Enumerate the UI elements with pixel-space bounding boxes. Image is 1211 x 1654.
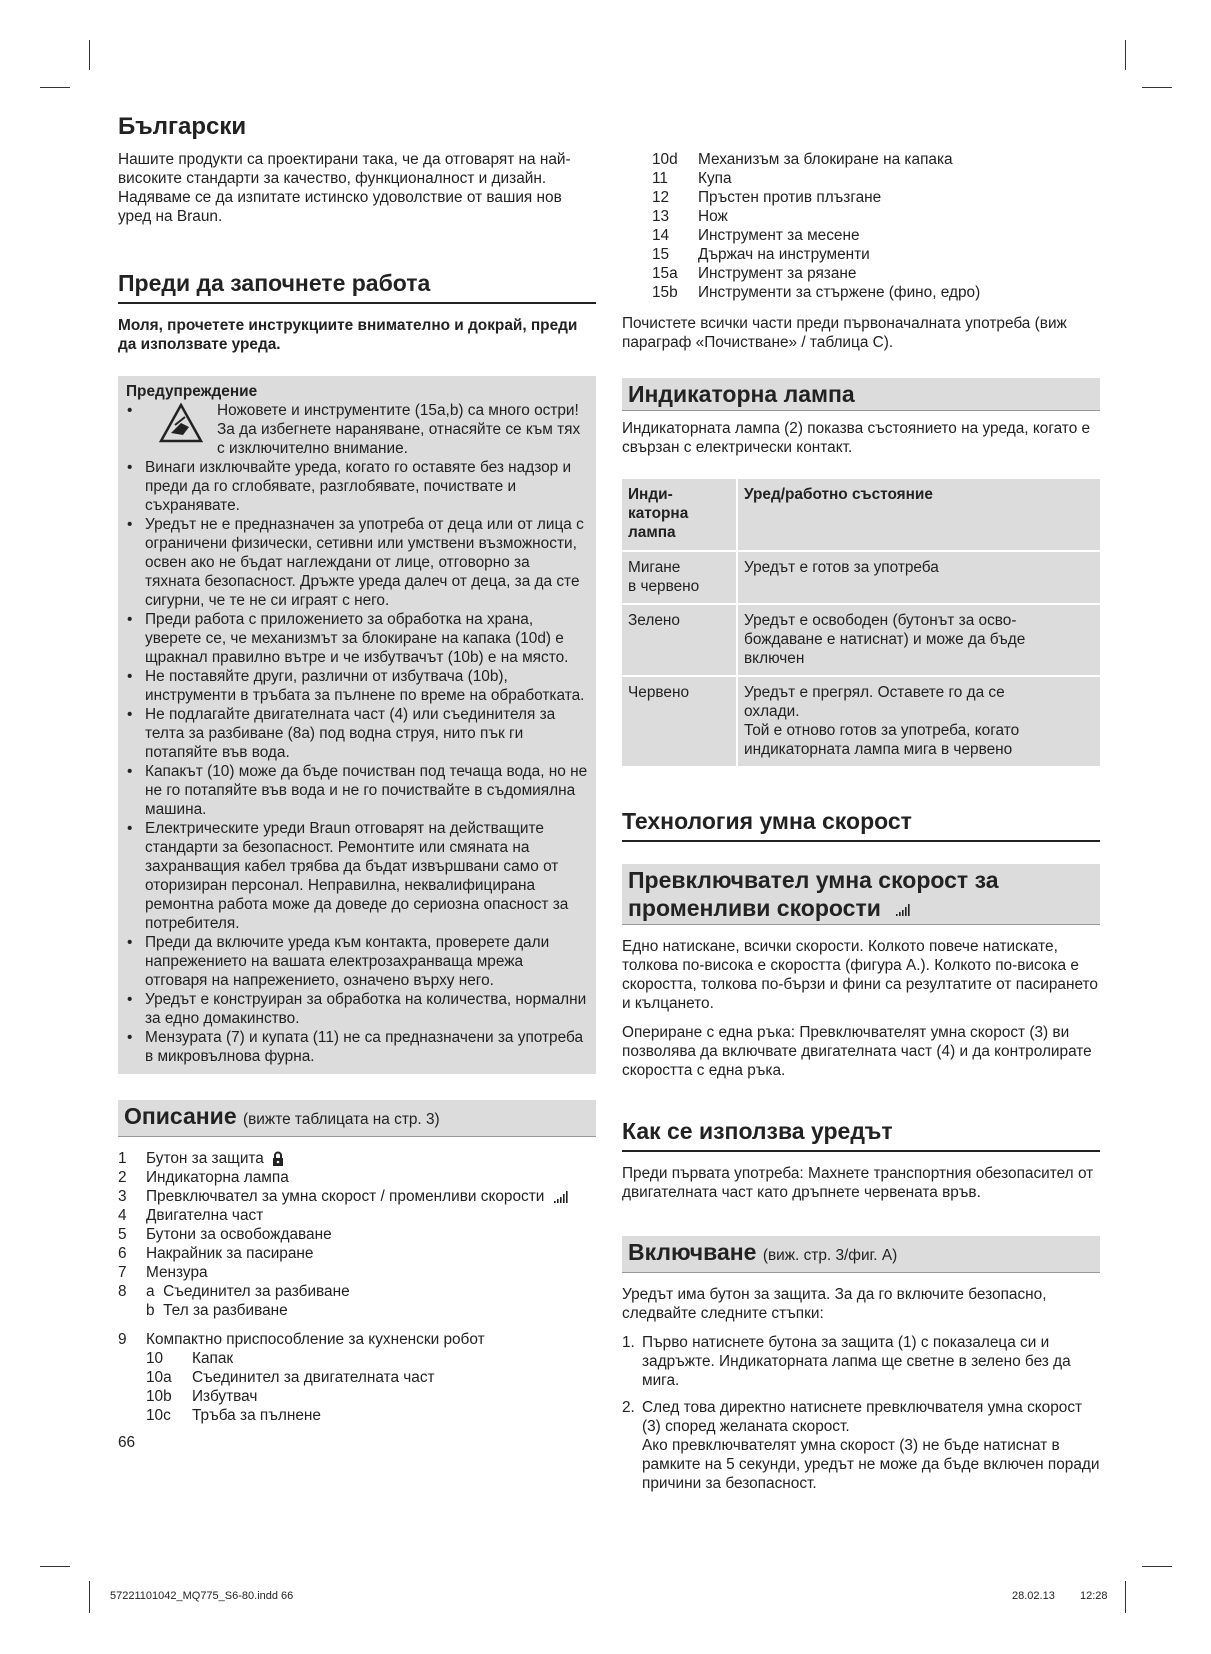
crop-mark <box>1125 1581 1126 1613</box>
print-time: 12:28 <box>1080 1590 1108 1602</box>
how-to-use-heading: Как се използва уредът <box>622 1116 1100 1152</box>
list-item: 15b Инструменти за стържене (фино, едро) <box>652 284 981 301</box>
list-item: 10a Съединител за двигателната част <box>146 1369 435 1386</box>
switch-heading-line: променливи скорости <box>628 894 1094 922</box>
description-heading <box>118 1100 596 1137</box>
switch-heading-line: Превключвател умна скорост за <box>628 867 999 893</box>
crop-mark <box>1142 87 1172 88</box>
list-item: 12 Пръстен против плъзгане <box>652 189 882 206</box>
intro <box>118 150 596 226</box>
warning-item: • Преди работа с приложението за обработка на храна, уверете се, че механизмът за блокиране на капака (10d) е щракнал правилно вътре и че избутвачът (10b) е на място. <box>126 610 588 667</box>
switch-on-heading-note: (виж. стр. 3/фиг. A) <box>762 1247 898 1264</box>
section-heading-before: Преди да започнете работа <box>118 268 596 304</box>
crop-mark <box>89 1581 90 1613</box>
read-instructions-note: Моля, прочетете инструкциите внимателно и докрай, преди да използвате уреда. <box>118 317 578 353</box>
table-header-row <box>622 479 1100 552</box>
list-item: 14 Инструмент за месене <box>652 227 860 244</box>
list-item: 10d Механизъм за блокиране на капака <box>652 151 953 168</box>
table-cell: Уредът е прегрял. Оставете го да се охлади. Той е отново готов за употреба, когато индикаторната лампа мига в червено <box>738 677 1100 768</box>
warning-title: Предупреждение <box>126 383 258 400</box>
list-item: 4 Двигателна част <box>118 1207 264 1224</box>
table-row <box>622 605 1100 677</box>
table-cell: Уредът е готов за употреба <box>738 552 1100 605</box>
switch-heading <box>622 864 1100 925</box>
warning-item: • Уредът не е предназначен за употреба от деца или от лица с ограничени физически, сетивни или умствени възможности, освен ако не бъдат наглеждани от лице, отговорно за тяхната безопасност. Дръжте уреда далеч от деца, за да сте сигурни, че те не си играят с него. <box>126 515 588 610</box>
crop-mark <box>1125 40 1126 70</box>
warning-item: • Капакът (10) може да бъде почистван под течаща вода, но не не го потапяйте във вода и не го почиствайте в съдомиялна машина. <box>126 762 588 819</box>
table-header: Инди- каторна лампа <box>622 479 738 552</box>
crop-mark <box>40 1566 70 1567</box>
warning-item: • Мензурата (7) и купата (11) не са предназначени за употреба в микровълнова фурна. <box>126 1028 588 1066</box>
warning-item: • Не подлагайте двигателната част (4) или съединителя за телта за разбиване (8a) под водна струя, нито пък ги потапяйте във вода. <box>126 705 588 762</box>
warning-item: • Не поставяйте други, различни от избутвача (10b), инструменти в тръбата за пълнене по време на обработката. <box>126 667 588 705</box>
parts-list <box>622 150 1100 302</box>
switch-on-heading <box>622 1236 1100 1273</box>
table-row <box>622 552 1100 605</box>
indicator-table <box>622 479 1100 768</box>
table-header: Уред/работно състояние <box>738 479 1100 552</box>
list-item: 6 Накрайник за пасиране <box>118 1245 314 1262</box>
intro-paragraph: Надяваме се да изпитате истинско удоволствие от вашия нов уред на Braun. <box>118 189 562 225</box>
switch-paragraph: Опериране с една ръка: Превключвателят умна скорост (3) ви позволява да включвате двигателната част (4) и да контролирате скоростта с една ръка. <box>622 1024 1092 1079</box>
list-item: 5 Бутони за освобождаване <box>118 1226 332 1243</box>
file-slug: 57221101042_MQ775_S6-80.indd 66 <box>110 1590 294 1602</box>
list-item: 9 Компактно приспособление за кухненски робот <box>118 1331 485 1348</box>
right-column <box>622 150 1100 1501</box>
lock-icon <box>272 1151 284 1167</box>
table-cell: Мигане в червено <box>622 552 738 605</box>
list-item: 2 Индикаторна лампа <box>118 1169 289 1186</box>
list-item: 10 Капак <box>146 1350 234 1367</box>
description-heading-note: (вижте таблицата на стр. 3) <box>243 1111 440 1128</box>
warning-item <box>126 401 588 458</box>
warning-item: • Преди да включите уреда към контакта, проверете дали напрежението на вашата електрозахранваща мрежа отговаря на напрежението, означено върху него. <box>126 933 588 990</box>
list-item: 7 Мензура <box>118 1264 208 1281</box>
page-number: 66 <box>118 1434 136 1451</box>
list-item: 2. След това директно натиснете превключвателя умна скорост (3) според желаната скорост. Ако превключвателят умна скорост (3) не бъде натиснат в рамките на 5 секунди, уредът не може да бъде включен поради причини за безопасност. <box>622 1399 1100 1492</box>
warning-item-text: • Ножовете и инструментите (15a,b) са много остри!За да избегнете нараняване, отнасяйте се към тях с изключително внимание. <box>217 402 581 457</box>
intro-paragraph: Нашите продукти са проектирани така, че да отговарят на най-високите стандарти за качество, функционалност и дизайн. <box>118 151 571 187</box>
list-item: 10c Тръба за пълнене <box>146 1407 321 1424</box>
list-item: 1. Първо натиснете бутона за защита (1) с показалеца си и задръжте. Индикаторната лапма ще светне в зелено без да мига. <box>622 1334 1071 1389</box>
list-item: 3 Превключвател за умна скорост / променливи скорости <box>118 1187 596 1206</box>
warning-box <box>118 376 596 1074</box>
switch-paragraph: Едно натискане, всички скорости. Колкото повече натискате, толкова по-висока е скоростта (фигура A.). Колкото по-висока е скоростта, толкова по-бързи и фини са резултатите от пасирането и кълцането. <box>622 938 1098 1012</box>
table-row <box>622 677 1100 768</box>
speed-bars-icon <box>895 903 913 917</box>
table-cell: Зелено <box>622 605 738 677</box>
list-item: 10b Избутвач <box>146 1388 258 1405</box>
smart-speed-heading: Технология умна скорост <box>622 806 1100 842</box>
switch-on-steps <box>622 1333 1100 1493</box>
clean-note: Почистете всички части преди първоначалната употреба (виж параграф «Почистване» / таблица C). <box>622 315 1067 351</box>
indicator-heading: Индикаторна лампа <box>622 378 1100 411</box>
warning-item: • Уредът е конструиран за обработка на количества, нормални за едно домакинство. <box>126 990 588 1028</box>
switch-on-heading-text: Включване <box>628 1239 757 1265</box>
crop-mark <box>40 87 70 88</box>
language-title: Български <box>118 113 247 140</box>
list-item: 11 Купа <box>652 170 732 187</box>
warning-item: • Винаги изключвайте уреда, когато го оставяте без надзор и преди да го сглобявате, разглобявате, почиствате и съхранявате. <box>126 458 588 515</box>
switch-on-text: Уредът има бутон за защита. За да го включите безопасно, следвайте следните стъпки: <box>622 1286 1047 1322</box>
crop-mark <box>1142 1566 1172 1567</box>
list-item: 15a Инструмент за рязане <box>652 265 857 282</box>
print-date: 28.02.13 <box>1012 1590 1055 1602</box>
table-cell: Уредът е освободен (бутонът за осво- бождаване е натиснат) и може да бъде включен <box>738 605 1100 677</box>
list-item: 8 a Съединител за разбиване <box>118 1283 350 1300</box>
crop-mark <box>89 40 90 70</box>
list-item: 1 Бутон за защита <box>118 1149 596 1168</box>
left-column <box>118 112 596 1452</box>
description-list <box>118 1149 596 1425</box>
table-cell: Червено <box>622 677 738 768</box>
list-item: 13 Нож <box>652 208 728 225</box>
how-to-use-text: Преди първата употреба: Махнете транспортния обезопасител от двигателната част като дръпнете червената връв. <box>622 1165 1094 1201</box>
warning-list <box>126 401 588 1066</box>
warning-item: • Електрическите уреди Braun отговарят на действащите стандарти за безопасност. Ремонтите или смяната на захранващия кабел трябва да бъдат извършвани само от оторизиран персонал. Неправилна, неквалифицирана ремонтна работа може да доведе до сериозна опасност за потребителя. <box>126 819 588 933</box>
indicator-text: Индикаторната лампа (2) показва състоянието на уреда, когато е свързан с електрически контакт. <box>622 420 1091 456</box>
sharp-blade-hazard-icon <box>145 401 217 458</box>
list-item: 15 Държач на инструменти <box>652 246 870 263</box>
list-item: b Тел за разбиване <box>146 1302 288 1319</box>
description-heading-text: Описание <box>124 1103 237 1129</box>
speed-bars-icon <box>553 1190 571 1204</box>
